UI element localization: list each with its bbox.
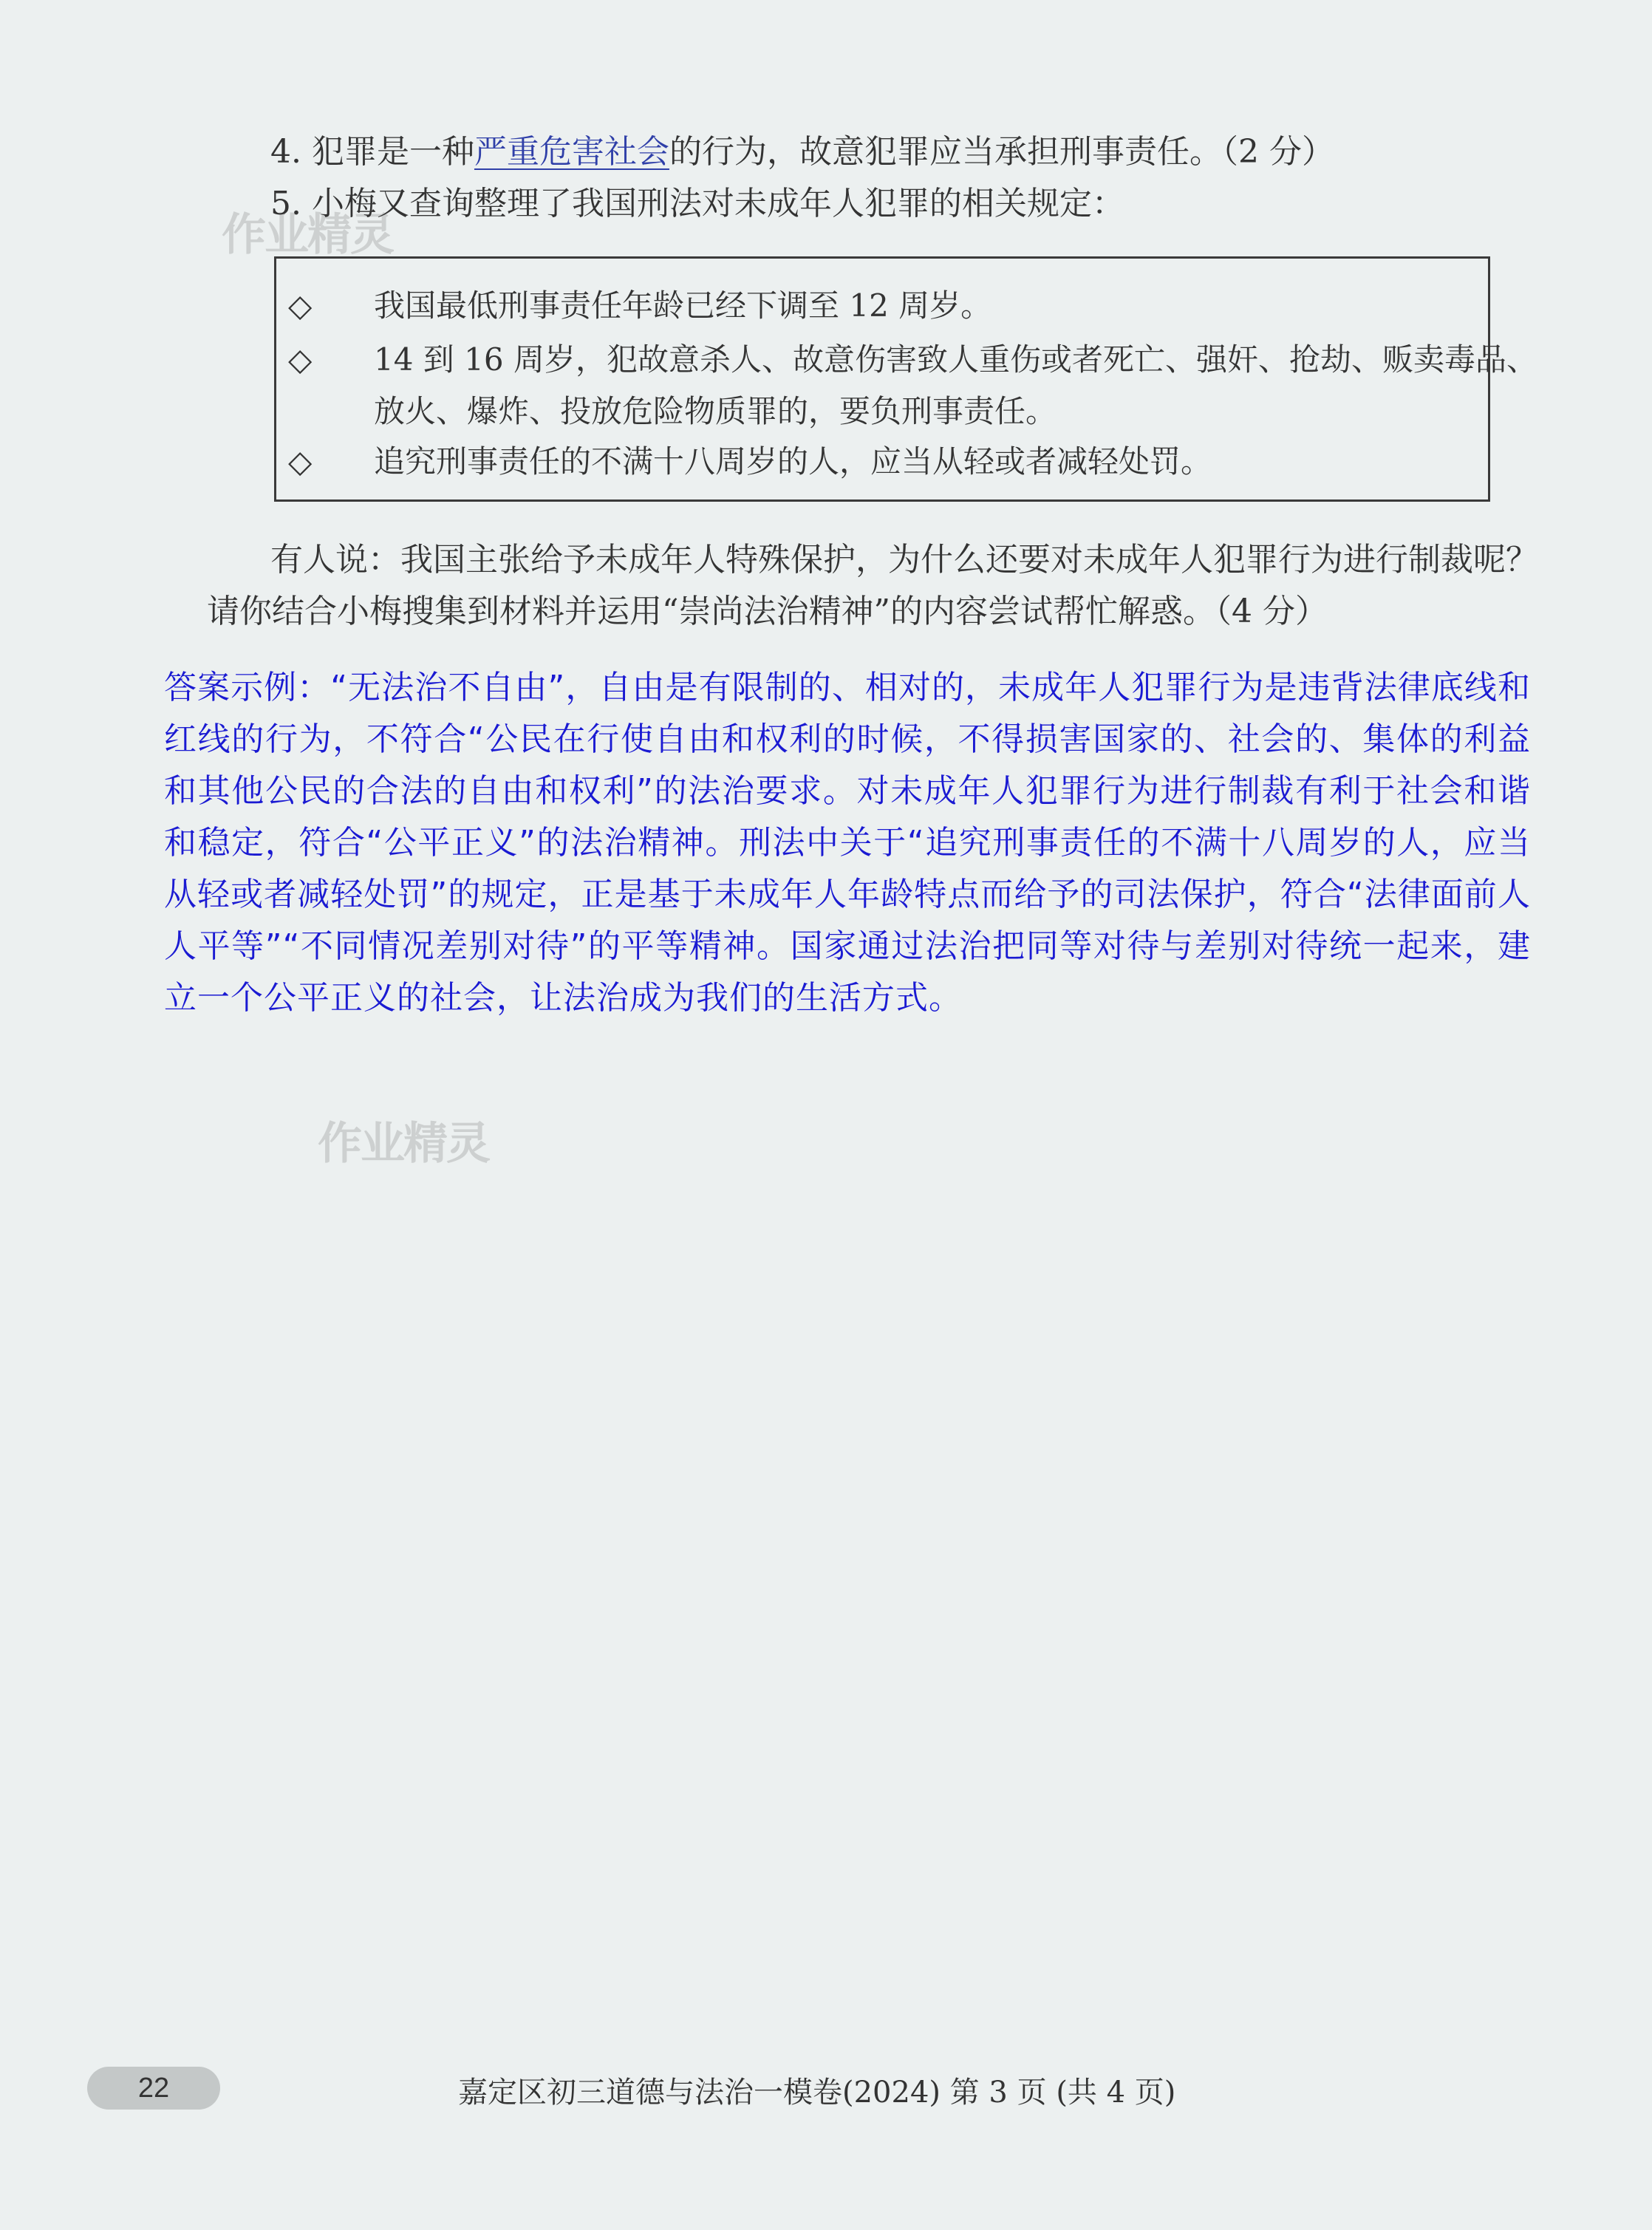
- rule-text: 14 到 16 周岁，犯故意杀人、故意伤害致人重伤或者死亡、强奸、抢劫、贩卖毒品、: [374, 341, 1537, 378]
- watermark: 作业精灵: [318, 1118, 489, 1170]
- footer-text: 嘉定区初三道德与法治一模卷(2024) 第 3 页 (共 4 页): [458, 2076, 1176, 2110]
- diamond-icon: ◇: [288, 443, 313, 480]
- question-4-answer: 严重危害社会: [474, 133, 669, 171]
- question-5: 5. 小梅又查询整理了我国刑法对未成年人犯罪的相关规定：: [270, 185, 1124, 222]
- diamond-icon: ◇: [288, 341, 313, 378]
- rule-text: 追究刑事责任的不满十八周岁的人，应当从轻或者减轻处罚。: [374, 443, 1212, 480]
- rule-text: 我国最低刑事责任年龄已经下调至 12 周岁。: [374, 287, 992, 324]
- prompt-line-2: 请你结合小梅搜集到材料并运用“崇尚法治精神”的内容尝试帮忙解惑。（4 分）: [207, 593, 1328, 630]
- answer-text: 答案示例：“无法治不自由”，自由是有限制的、相对的，未成年人犯罪行为是违背法律底线和红线的行为，不符合“公民在行使自由和权利的时候，不得损害国家的、社会的、集体的利益和其他公民的合法的自由和权利”的法治要求。对未成年人犯罪行为进行制裁有利于社会和谐和稳定，符合“公平正义”的法治精神。刑法中关于“追究刑事责任的不满十八周岁的人，应当从轻或者减轻处罚”的规定，正是基于未成年人年龄特点而给予的司法保护，符合“法律面前人人平等”“不同情况差别对待”的平等精神。国家通过法治把同等对待与差别对待统一起来，建立一个公平正义的社会，让法治成为我们的生活方式。: [164, 669, 1531, 1017]
- diamond-icon: ◇: [288, 287, 313, 324]
- prompt-line-1: 有人说：我国主张给予未成年人特殊保护，为什么还要对未成年人犯罪行为进行制裁呢？: [270, 541, 1538, 579]
- watermark: 作业精灵: [222, 209, 393, 261]
- rule-text: 放火、爆炸、投放危险物质罪的，要负刑事责任。: [374, 393, 1057, 429]
- page-number-badge: 22: [87, 2067, 220, 2110]
- question-4: [270, 132, 1334, 173]
- question-4-suffix: 的行为，故意犯罪应当承担刑事责任。（2 分）: [669, 133, 1334, 171]
- rule-text-continued: [374, 392, 1057, 432]
- question-4-prefix: 4. 犯罪是一种: [270, 133, 474, 171]
